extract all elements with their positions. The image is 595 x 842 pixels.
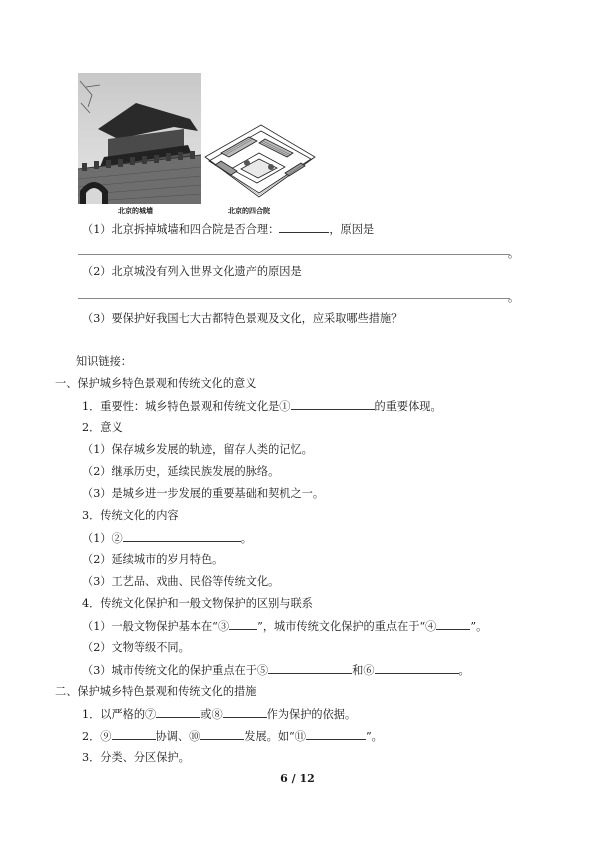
blank-1[interactable] (291, 399, 375, 410)
city-wall-caption: 北京的城墙 (118, 207, 153, 215)
blank-11[interactable] (306, 729, 366, 740)
item-1-suffix: 的重要体现。 (374, 400, 442, 413)
item-4-1-mid: ”，城市传统文化保护的重点在于“④ (257, 620, 437, 633)
question-3-text: （3）要保护好我国七大古都特色景观及文化，应采取哪些措施？ (82, 312, 403, 325)
blank-7[interactable] (156, 707, 200, 718)
item-2-3: （3）是城乡进一步发展的重要基础和契机之一。 (82, 487, 325, 500)
city-wall-photo (78, 73, 201, 204)
blank-8[interactable] (223, 707, 267, 718)
question-1-answer-line[interactable] (78, 254, 510, 255)
item-3-3: （3）工艺品、戏曲、民俗等传统文化。 (82, 575, 280, 588)
item-3-1-text: （1）② (82, 532, 123, 545)
knowledge-heading: 知识链接： (76, 355, 132, 368)
measure-1-mid: 或⑧ (200, 708, 223, 721)
item-4-1-text: （1）一般文物保护基本在“③ (82, 620, 230, 633)
item-4-3-text: （3）城市传统文化的保护重点在于⑤ (82, 664, 269, 677)
siheyuan-illustration (201, 117, 319, 205)
question-2-period: 。 (508, 291, 520, 304)
item-3: 3．传统文化的内容 (82, 509, 179, 522)
question-1 (82, 222, 374, 237)
section-1-title: 一、保护城乡特色景观和传统文化的意义 (55, 377, 257, 390)
section-2-title: 二、保护城乡特色景观和传统文化的措施 (55, 685, 257, 698)
question-2-text: （2）北京城没有列入世界文化遗产的原因是 (82, 265, 302, 278)
measure-2-end: ”。 (365, 730, 383, 743)
item-1 (82, 399, 442, 414)
item-3-2: （2）延续城市的岁月特色。 (82, 553, 224, 566)
item-2-2: （2）继承历史，延续民族发展的脉络。 (82, 465, 280, 478)
measure-2 (82, 729, 383, 744)
item-4-1 (82, 619, 487, 634)
item-4-3 (82, 663, 470, 678)
item-4-3-mid: 和⑥ (352, 664, 375, 677)
question-1-mid-text: ，原因是 (329, 223, 375, 236)
item-2: 2．意义 (82, 421, 123, 434)
blank-4[interactable] (436, 619, 470, 630)
measure-2-mid: 协调、⑩ (155, 730, 201, 743)
blank-5[interactable] (268, 663, 352, 674)
question-2-answer-line[interactable] (78, 298, 510, 299)
item-3-1-period: 。 (240, 532, 252, 545)
item-4: 4．传统文化保护和一般文物保护的区别与联系 (82, 597, 313, 610)
question-1-text: （1）北京拆掉城墙和四合院是否合理： (82, 223, 280, 236)
city-wall-illustration (78, 73, 201, 204)
item-1-text: 1．重要性：城乡特色景观和传统文化是① (82, 400, 291, 413)
blank-10[interactable] (200, 729, 244, 740)
measure-2-mid2: 发展。如“⑪ (244, 730, 306, 743)
question-1-answer-blank[interactable] (279, 222, 329, 233)
page-number: 6 / 12 (280, 772, 315, 785)
item-3-1 (82, 531, 252, 546)
measure-2-text: 2．⑨ (82, 730, 112, 743)
question-1-period: 。 (508, 247, 520, 260)
courtyard-drawing (201, 117, 319, 205)
item-2-1: （1）保存城乡发展的轨迹，留存人类的记忆。 (82, 443, 313, 456)
courtyard-caption: 北京的四合院 (228, 207, 270, 215)
item-4-3-period: 。 (458, 664, 470, 677)
measure-1-end: 作为保护的依据。 (266, 708, 357, 721)
item-4-1-end: ”。 (470, 620, 488, 633)
measure-1 (82, 707, 356, 722)
measure-3: 3．分类、分区保护。 (82, 751, 190, 764)
blank-3[interactable] (229, 619, 257, 630)
blank-9[interactable] (112, 729, 156, 740)
measure-1-text: 1．以严格的⑦ (82, 708, 157, 721)
blank-2[interactable] (123, 531, 241, 542)
blank-6[interactable] (375, 663, 459, 674)
item-4-2: （2）文物等级不同。 (82, 641, 190, 654)
